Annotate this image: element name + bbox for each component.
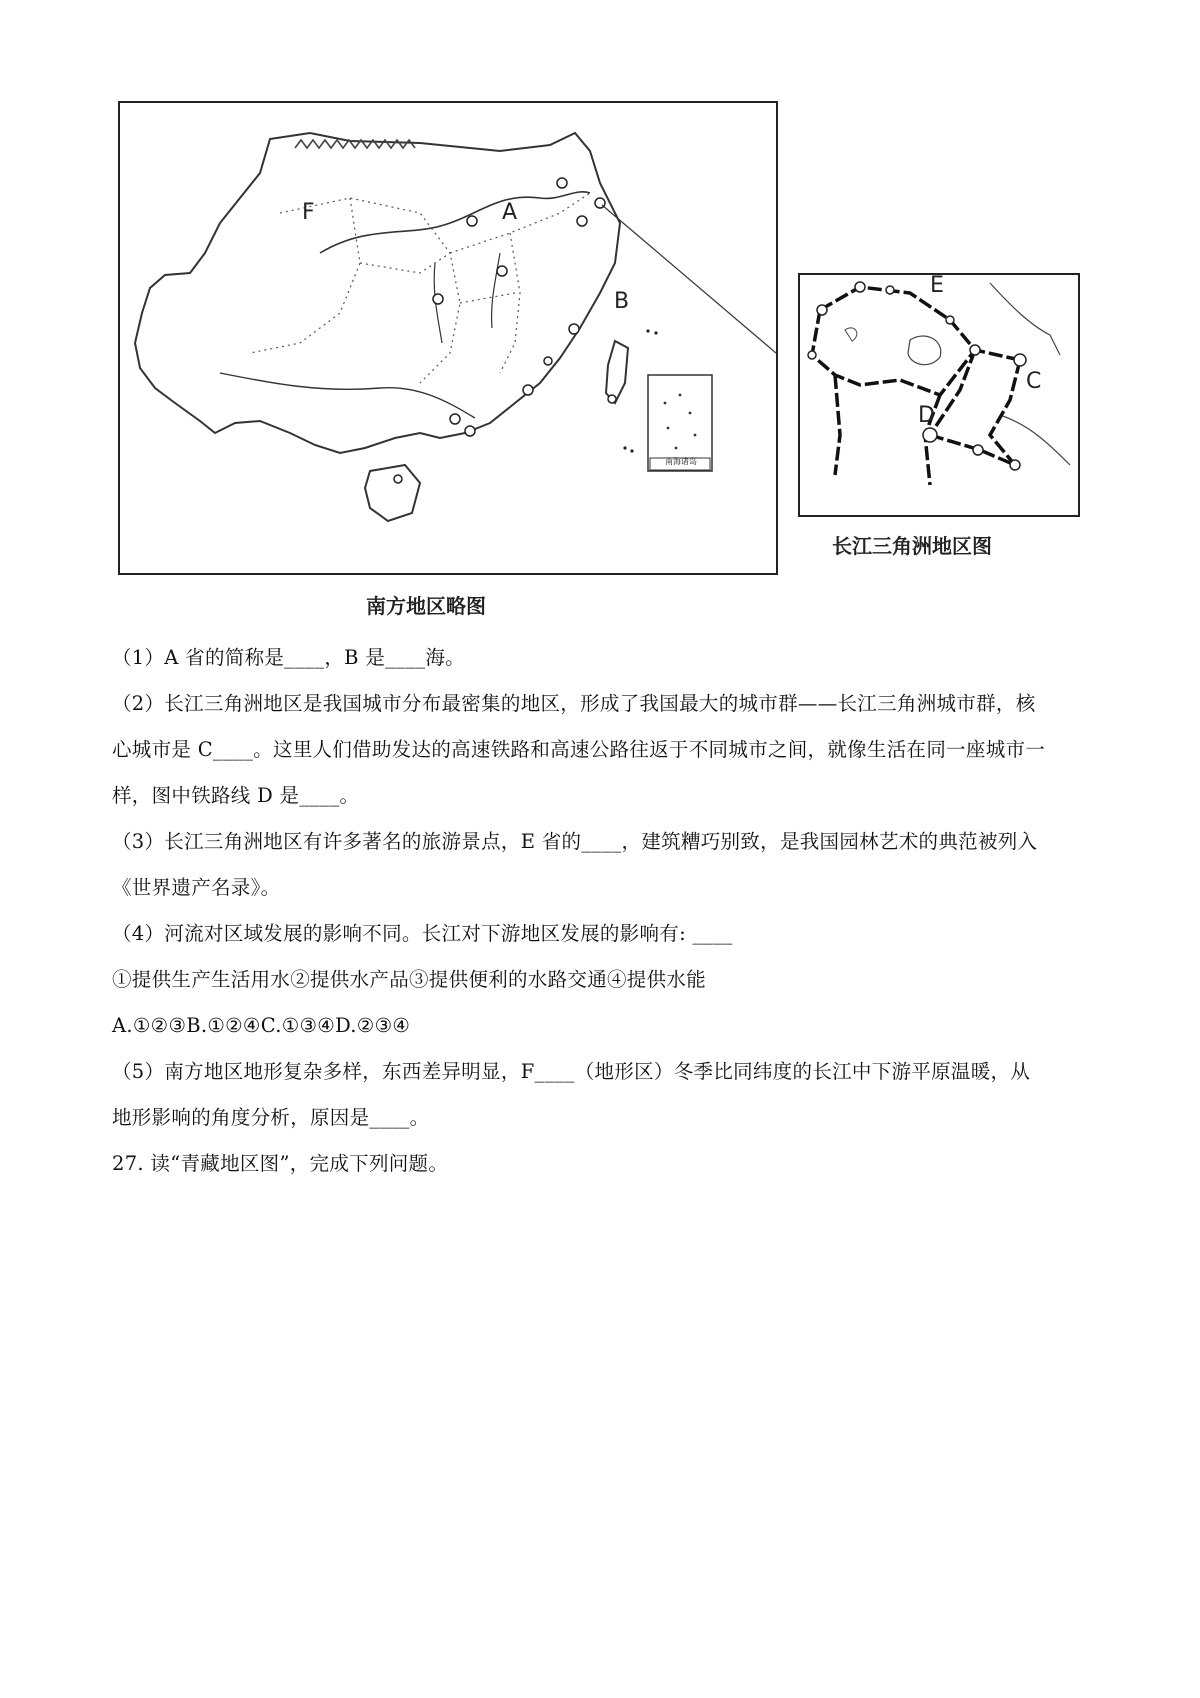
question-line: 地形影响的角度分析，原因是____。 [112, 1106, 430, 1129]
mainland-outline [135, 133, 620, 453]
question-line: 心城市是 C____。这里人们借助发达的高速铁路和高速公路往返于不同城市之间，就像生活在同一座城市一 [112, 738, 1046, 761]
question-line: （4）河流对区域发展的影响不同。长江对下游地区发展的影响有: ____ [112, 922, 733, 945]
question-4 [112, 911, 1097, 1049]
question-line: （3）长江三角洲地区有许多著名的旅游景点，E 省的____，建筑糟巧别致，是我国园林艺术的典范被列入 [112, 830, 1038, 853]
province-borders [250, 193, 590, 383]
question-3 [112, 819, 1097, 911]
hainan-island [365, 465, 420, 521]
question-line: ①提供生产生活用水②提供水产品③提供便利的水路交通④提供水能 [112, 968, 707, 991]
south-china-sea-label: 南海诸岛 [665, 457, 697, 466]
label-c: C [1026, 369, 1042, 394]
question-line: 27. 读“青藏地区图”，完成下列问题。 [112, 1152, 449, 1175]
question-line: 《世界遗产名录》。 [112, 876, 281, 899]
pearl-river [220, 373, 475, 418]
south-region-map [118, 101, 778, 575]
question-5 [112, 1049, 1097, 1141]
taiwan-city-marker [608, 395, 616, 403]
main-map-caption: 南方地区略图 [366, 594, 486, 618]
small-lake [845, 328, 857, 341]
yangtze-delta-map [798, 273, 1080, 517]
label-e: E [930, 273, 944, 298]
lake [908, 336, 941, 365]
yangtze-river [320, 192, 590, 253]
label-b: B [614, 289, 630, 314]
city-markers [433, 178, 605, 436]
railway-lines [812, 287, 1020, 485]
south-region-map-drawing [120, 103, 776, 573]
hainan-city-marker [394, 475, 402, 483]
question-line: A.①②③B.①②④C.①③④D.②③④ [112, 1014, 411, 1037]
label-a: A [502, 200, 518, 225]
question-27 [112, 1141, 1097, 1187]
yangtze-delta-drawing [800, 275, 1078, 515]
question-line: 样，图中铁路线 D 是____。 [112, 784, 360, 807]
question-1 [112, 635, 1097, 681]
question-line: （2）长江三角洲地区是我国城市分布最密集的地区，形成了我国最大的城市群——长江三角洲城市群，核 [112, 692, 1036, 715]
inset-pointer-line [602, 205, 776, 353]
label-d: D [918, 403, 935, 428]
question-2 [112, 681, 1097, 819]
inset-map-caption: 长江三角洲地区图 [832, 534, 992, 558]
taiwan-island [606, 341, 628, 403]
label-f: F [302, 200, 315, 225]
question-line: （1）A 省的简称是____，B 是____海。 [112, 646, 465, 669]
question-line: （5）南方地区地形复杂多样，东西差异明显，F____（地形区）冬季比同纬度的长江中下游平原温暖，从 [112, 1060, 1031, 1083]
coastline [990, 283, 1060, 355]
gan-river [492, 253, 500, 328]
